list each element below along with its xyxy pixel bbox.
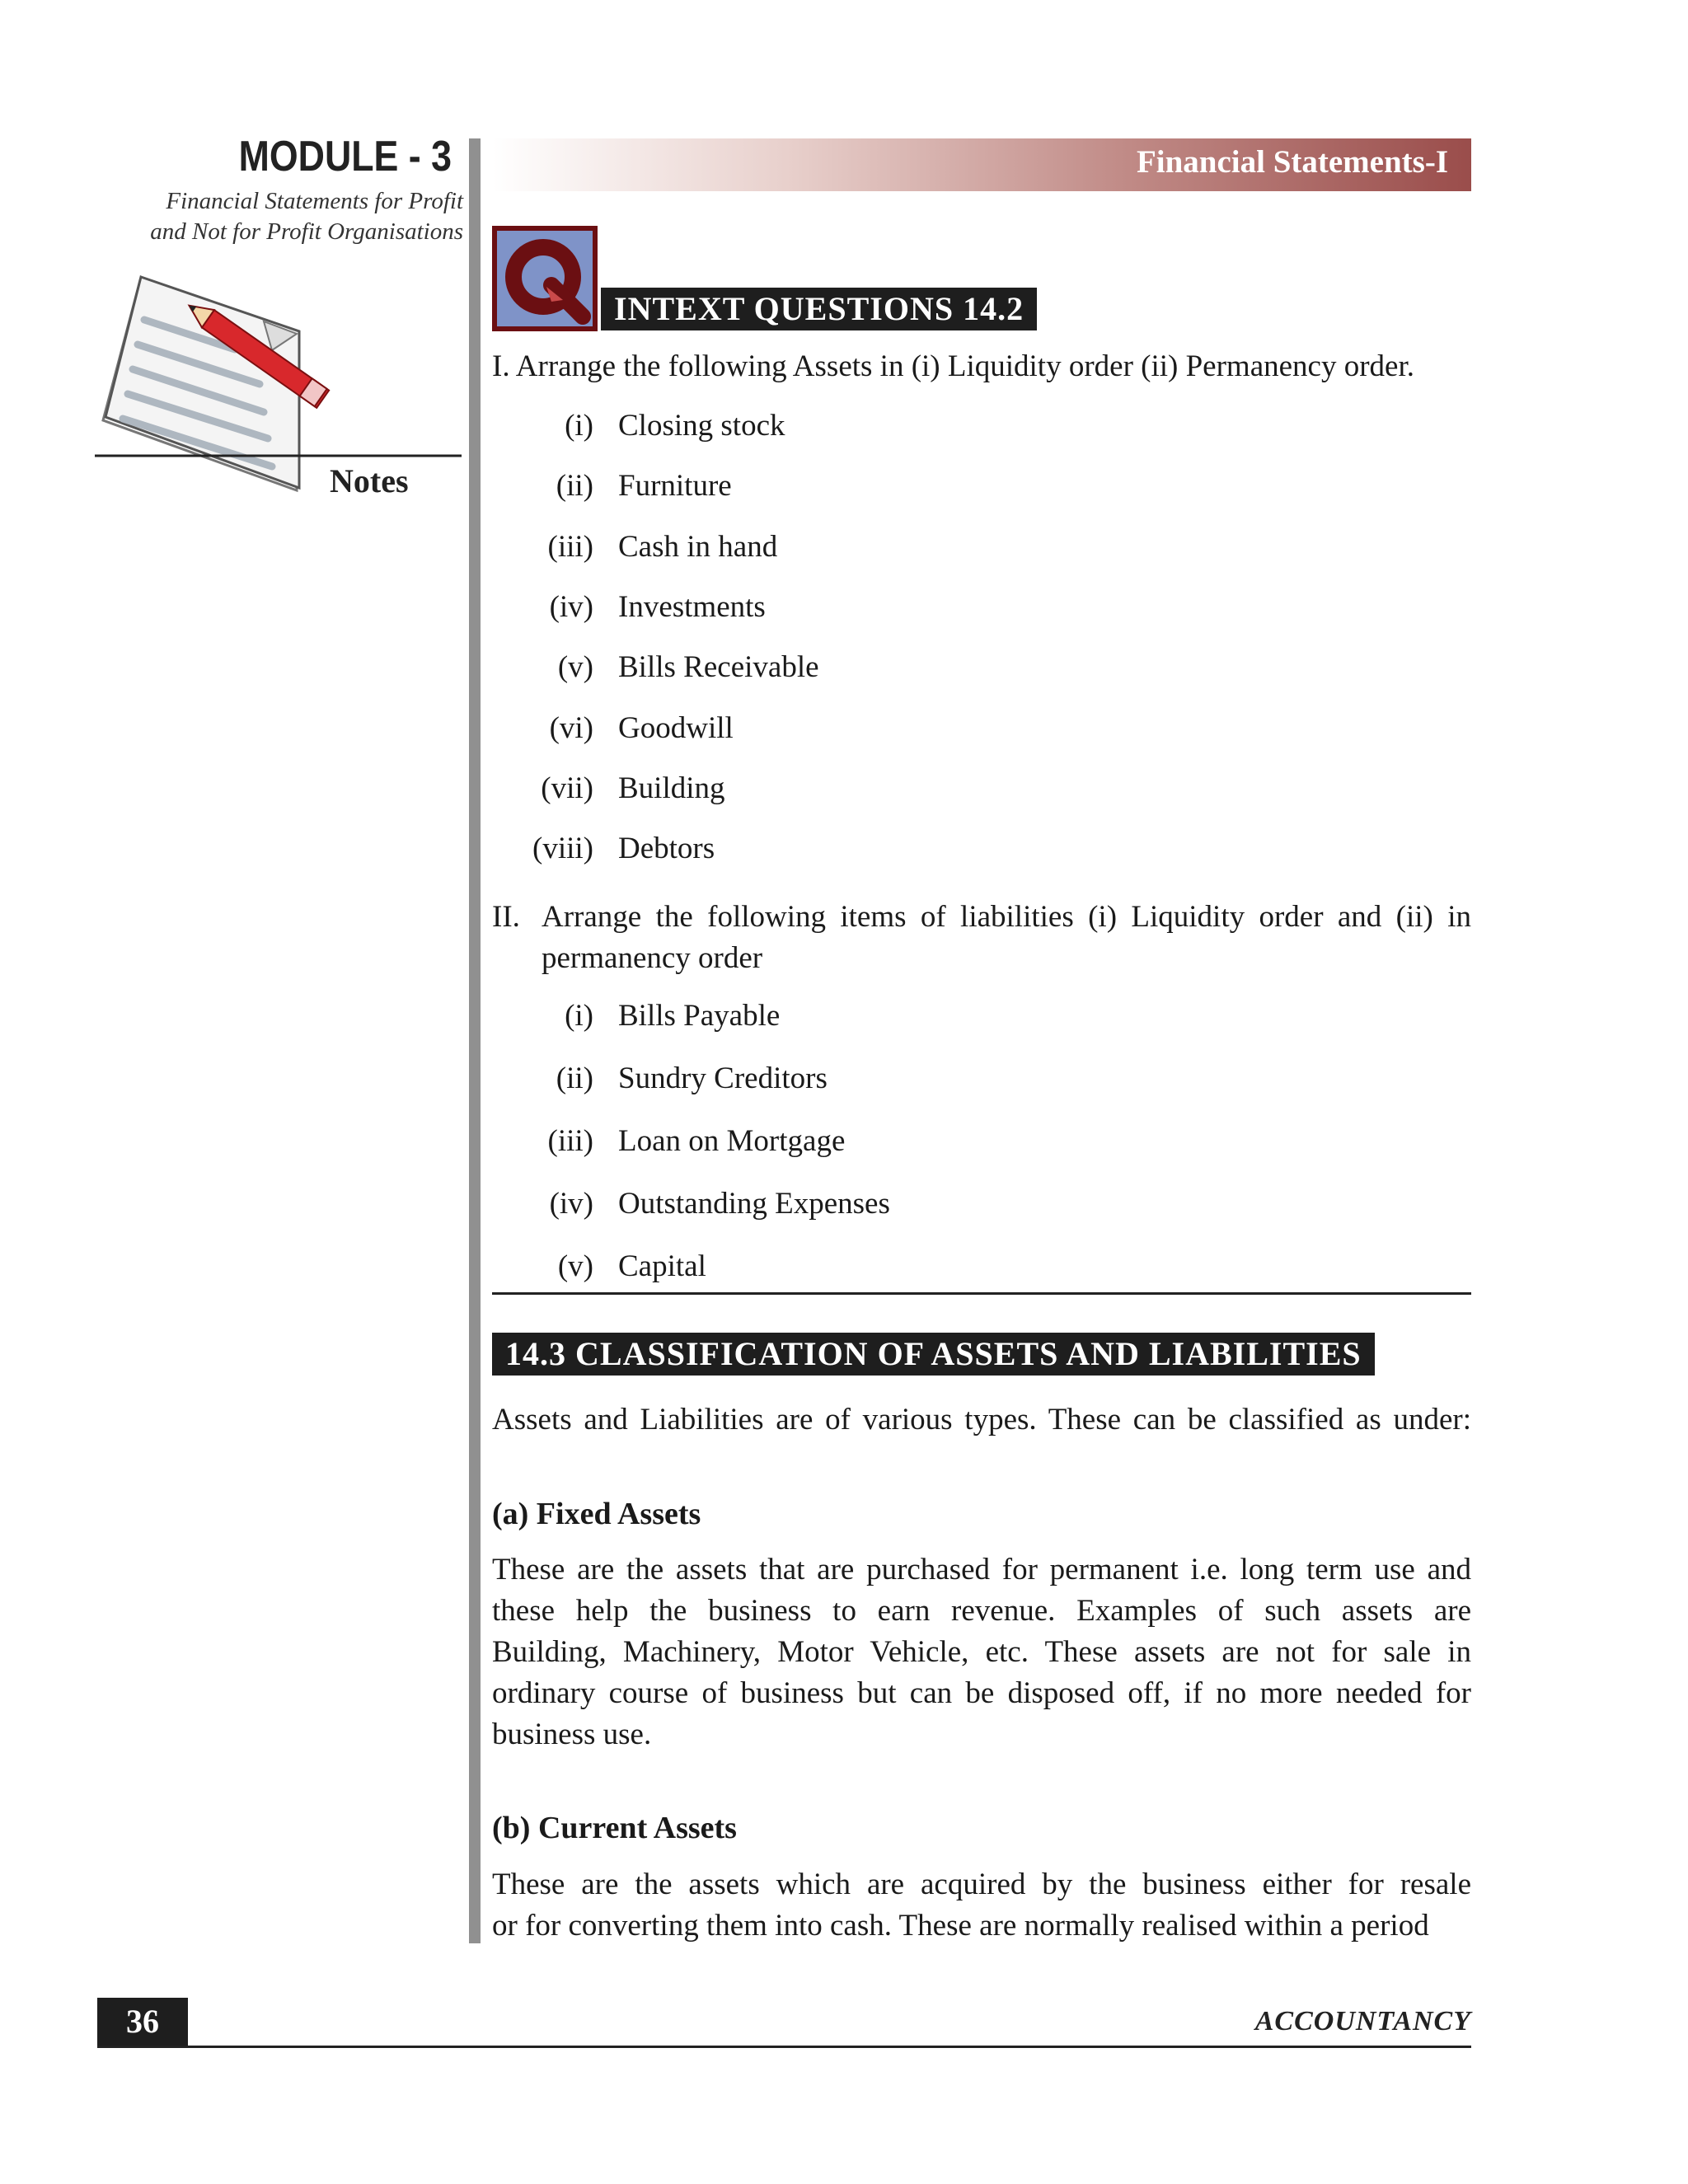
paragraph-line: These are the assets which are acquired by the business either for resale (492, 1868, 1471, 1901)
liability-item-text: Outstanding Expenses (618, 1187, 890, 1221)
asset-item-number: (ii) (556, 469, 593, 504)
asset-item-number: (iii) (547, 529, 593, 564)
section-heading: 14.3 CLASSIFICATION OF ASSETS AND LIABILITIES (492, 1333, 1375, 1376)
module-subtitle-line-2: and Not for Profit Organisations (150, 218, 463, 245)
chapter-header-bar (492, 138, 1471, 191)
intext-questions-heading: INTEXT QUESTIONS 14.2 (601, 288, 1037, 330)
notepad-pencil-icon (95, 264, 474, 503)
module-subtitle-line-1: Financial Statements for Profit (166, 188, 463, 214)
paragraph-line: or for converting them into cash. These are normally realised within a period (492, 1909, 1429, 1943)
liability-item-number: (v) (557, 1249, 593, 1283)
fixed-assets-heading: (a) Fixed Assets (492, 1497, 701, 1531)
asset-item-text: Cash in hand (618, 529, 778, 564)
liability-item-number: (iv) (549, 1187, 593, 1221)
page-number: 36 (97, 1998, 188, 2046)
notes-label: Notes (330, 462, 409, 499)
footer-rule (97, 2046, 1471, 2048)
module-subtitle (82, 186, 463, 247)
asset-item-number: (iv) (549, 589, 593, 624)
module-title: MODULE - 3 (238, 133, 452, 180)
paragraph-line: ordinary course of business but can be disposed off, if no more needed for (492, 1676, 1471, 1710)
asset-item-text: Investments (618, 589, 766, 624)
chapter-title: Financial Statements-I (1136, 144, 1448, 180)
paragraph-line: business use. (492, 1718, 652, 1751)
paragraph-line: These are the assets that are purchased for permanent i.e. long term use and (492, 1553, 1471, 1586)
current-assets-heading: (b) Current Assets (492, 1811, 737, 1845)
question-2-prefix: II. (492, 900, 520, 934)
asset-item-number: (vii) (541, 771, 593, 805)
asset-item-text: Closing stock (618, 409, 785, 443)
asset-item-text: Bills Receivable (618, 650, 819, 685)
asset-item-number: (v) (557, 650, 593, 685)
liability-item-text: Capital (618, 1249, 706, 1283)
liability-item-number: (ii) (556, 1062, 593, 1095)
question-2-text-line-1: Arrange the following items of liabilities (i) Liquidity order and (ii) in (542, 900, 1471, 934)
asset-item-number: (vi) (549, 710, 593, 745)
liability-item-text: Loan on Mortgage (618, 1124, 846, 1158)
asset-item-number: (viii) (532, 832, 593, 866)
margin-divider (469, 138, 481, 1943)
asset-item-text: Building (618, 771, 725, 805)
liability-item-text: Bills Payable (618, 999, 781, 1033)
current-assets-paragraph (492, 1864, 1471, 1947)
section-divider (492, 1292, 1471, 1295)
asset-item-number: (i) (565, 409, 593, 443)
question-2-text-line-2: permanency order (542, 941, 763, 975)
asset-item-text: Goodwill (618, 710, 734, 745)
asset-item-text: Debtors (618, 832, 715, 866)
question-q-icon (492, 226, 598, 331)
asset-item-text: Furniture (618, 469, 732, 504)
paragraph-line: these help the business to earn revenue. Examples of such assets are (492, 1594, 1471, 1628)
question-1-prefix: I. (492, 349, 510, 383)
question-1-text: Arrange the following Assets in (i) Liquidity order (ii) Permanency order. (515, 349, 1414, 383)
liability-item-text: Sundry Creditors (618, 1062, 828, 1095)
liability-item-number: (i) (565, 999, 593, 1033)
liability-item-number: (iii) (547, 1124, 593, 1158)
paragraph-line: Building, Machinery, Motor Vehicle, etc. These assets are not for sale in (492, 1635, 1471, 1669)
section-intro: Assets and Liabilities are of various types. These can be classified as under: (492, 1403, 1471, 1436)
fixed-assets-paragraph (492, 1549, 1471, 1755)
book-title: ACCOUNTANCY (1254, 2006, 1471, 2036)
question-1 (492, 346, 1414, 387)
